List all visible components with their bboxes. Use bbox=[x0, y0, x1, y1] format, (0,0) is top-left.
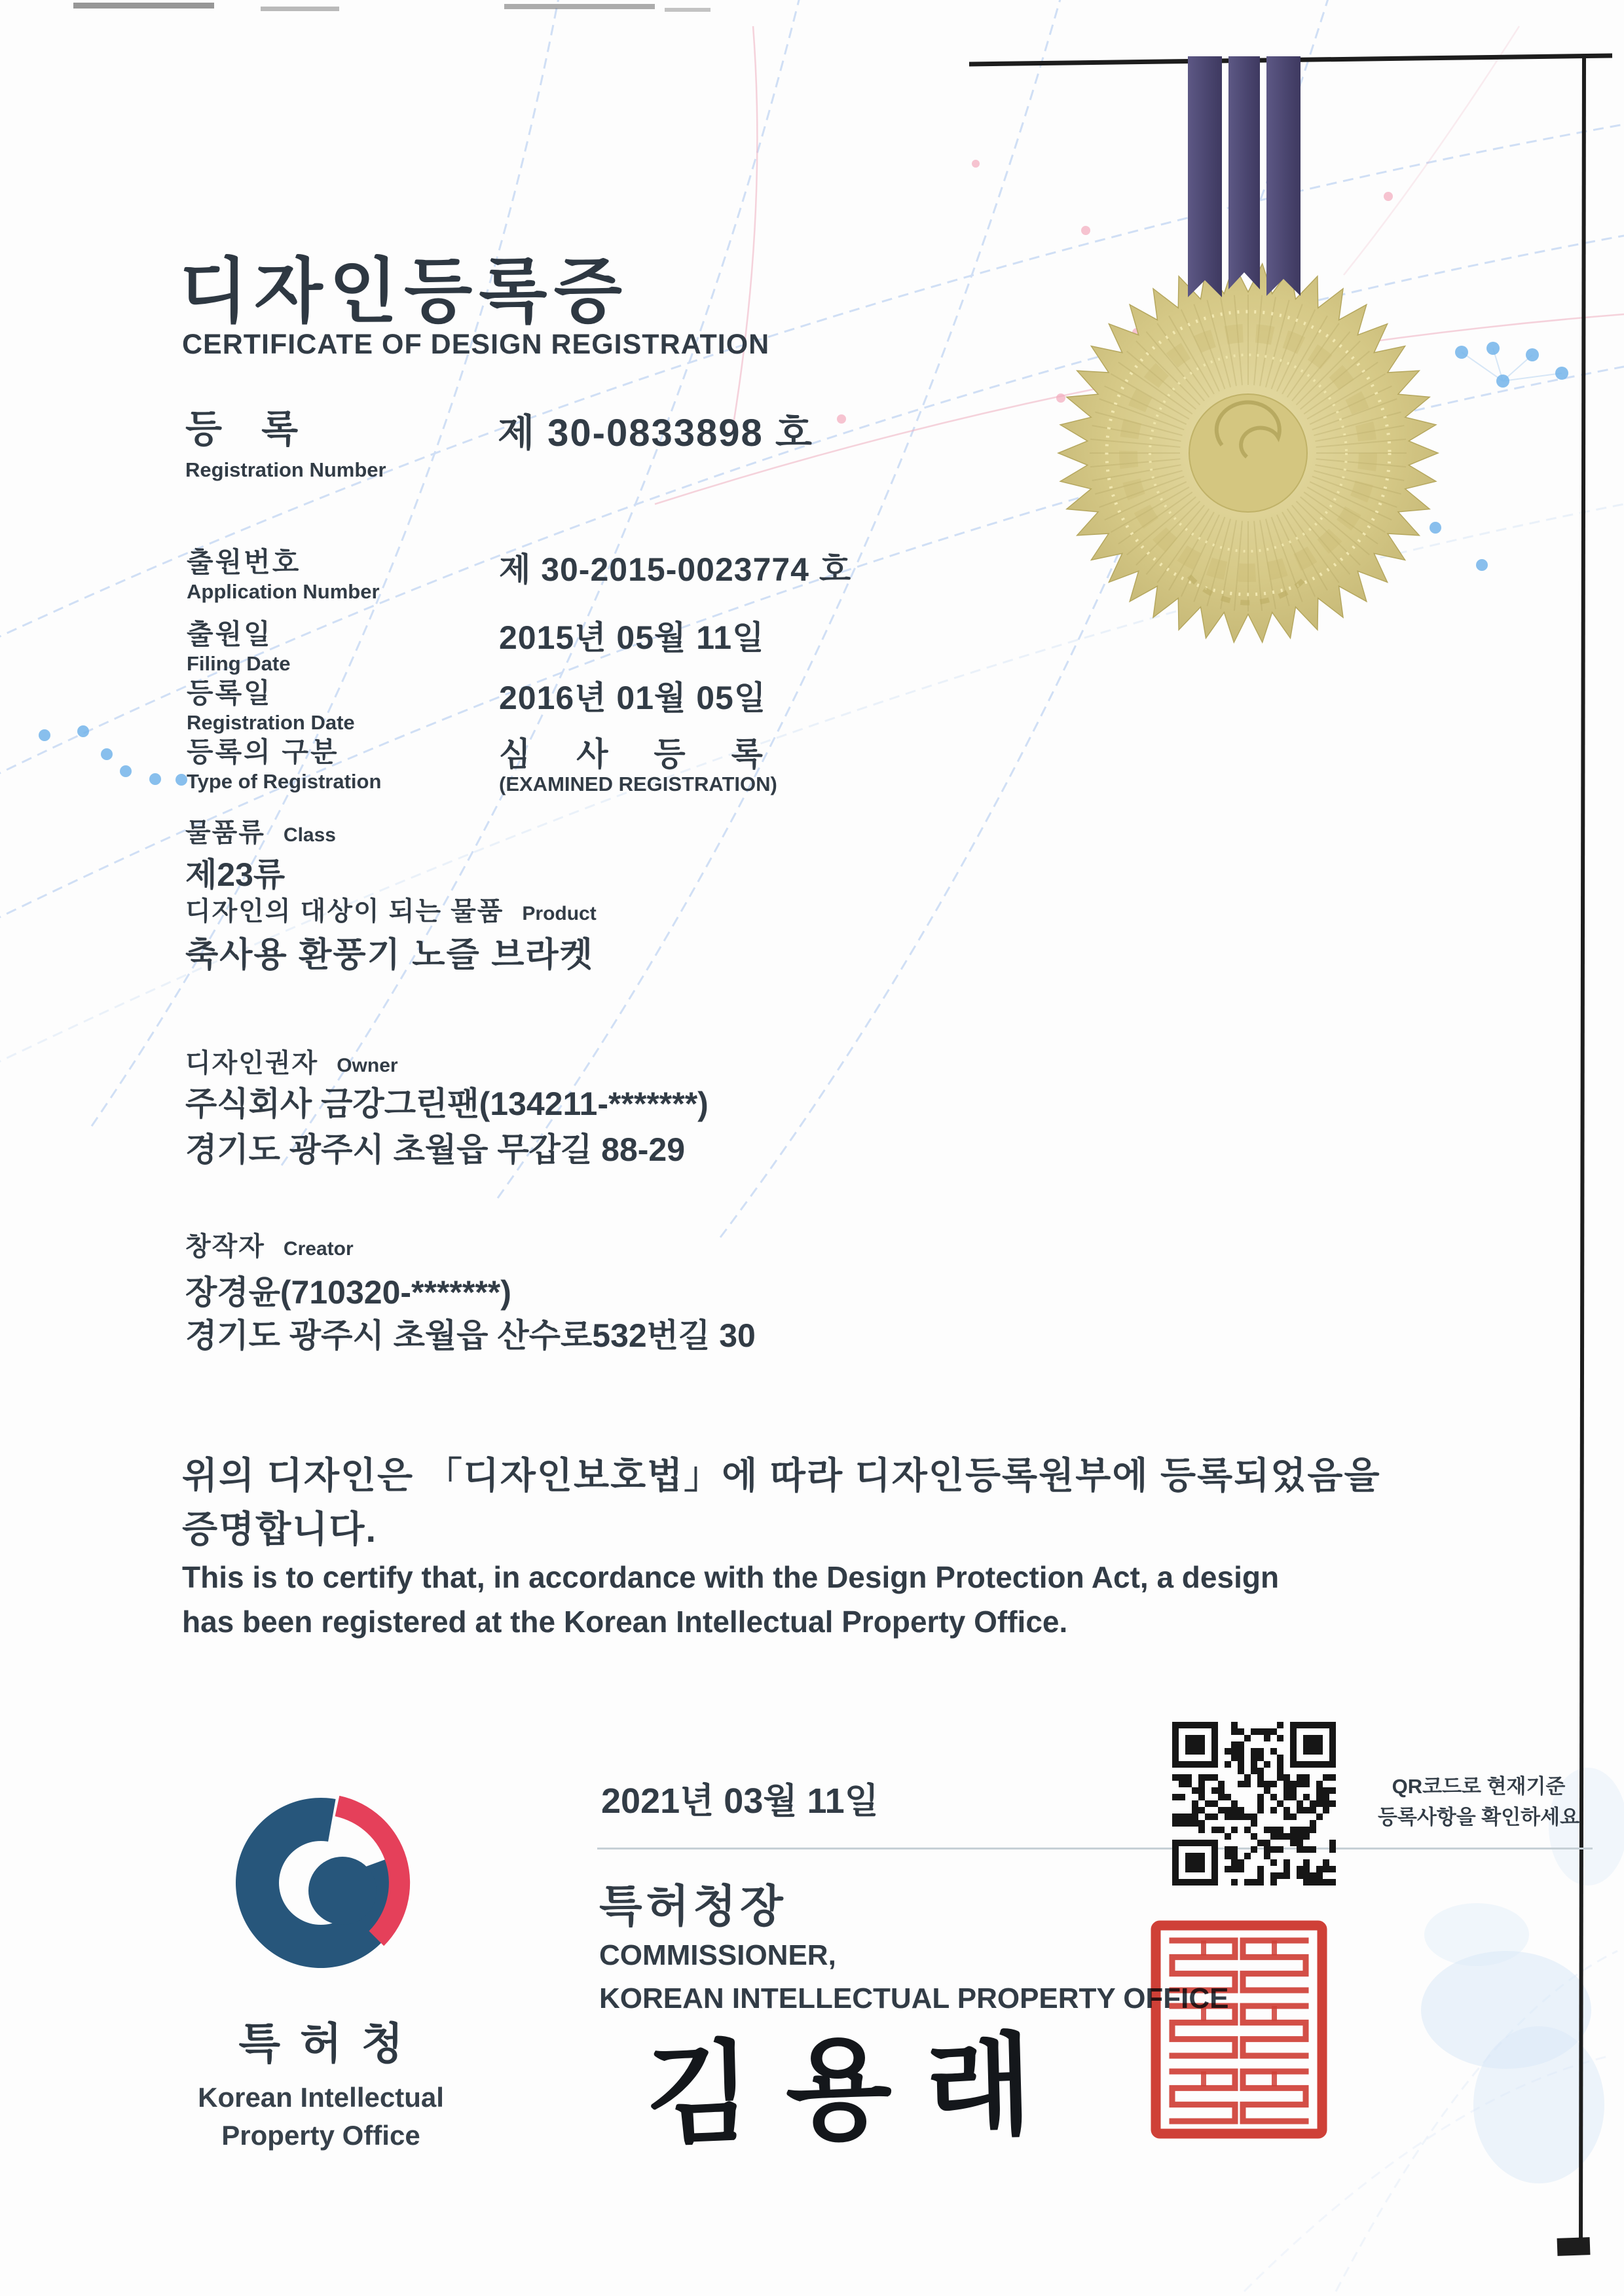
application-number-label-en: Application Number bbox=[187, 580, 380, 603]
issue-date: 2021년 03월 11일 bbox=[601, 1781, 879, 1821]
product-label-ko: 디자인의 대상이 되는 물품 bbox=[185, 897, 504, 926]
creator-address: 경기도 광주시 초월읍 산수로532번길 30 bbox=[185, 1317, 756, 1354]
kipo-logo bbox=[193, 1785, 449, 1988]
filing-date-label-en: Filing Date bbox=[187, 652, 291, 675]
medal-ribbon-middle bbox=[1228, 56, 1260, 289]
registration-type-value-en: (EXAMINED REGISTRATION) bbox=[499, 773, 777, 795]
commissioner-seal-stamp bbox=[1150, 1920, 1328, 2140]
statement-ko-line2: 증명합니다. bbox=[182, 1508, 378, 1550]
class-label-row bbox=[185, 812, 336, 849]
registration-type-label-en: Type of Registration bbox=[187, 770, 382, 793]
registration-type-label-ko: 등록의 구분 bbox=[187, 737, 339, 767]
creator-label-en: Creator bbox=[283, 1238, 354, 1260]
registration-label-ko: 등 록 bbox=[185, 408, 313, 450]
owner-name: 주식회사 금강그린팬(134211-*******) bbox=[185, 1085, 709, 1122]
class-label-en: Class bbox=[283, 824, 336, 846]
filing-date-label-ko: 출원일 bbox=[187, 619, 272, 649]
certificate-title-ko: 디자인등록증 bbox=[179, 251, 629, 331]
creator-name: 장경윤(710320-*******) bbox=[185, 1274, 511, 1311]
certificate-title-en: CERTIFICATE OF DESIGN REGISTRATION bbox=[182, 329, 770, 360]
registration-type-value: 심 사 등 록 bbox=[499, 736, 781, 773]
owner-address: 경기도 광주시 초월읍 무갑길 88-29 bbox=[185, 1131, 686, 1168]
qr-caption bbox=[1346, 1772, 1611, 1832]
creator-label-ko: 창작자 bbox=[185, 1232, 265, 1261]
statement-en-line2: has been registered at the Korean Intellectual Property Office. bbox=[182, 1605, 1068, 1639]
product-value: 축사용 환풍기 노즐 브라켓 bbox=[185, 936, 594, 974]
medal-ribbon-right bbox=[1266, 56, 1301, 296]
signature-divider-line bbox=[597, 1848, 1593, 1850]
statement-en-line1: This is to certify that, in accordance with the Design Protection Act, a design bbox=[182, 1560, 1280, 1594]
application-number-value: 제 30-2015-0023774 호 bbox=[499, 551, 852, 588]
kipo-name-en-line2: Property Office bbox=[221, 2120, 420, 2151]
creator-label-row bbox=[185, 1226, 354, 1263]
kipo-name-en-line1: Korean Intellectual bbox=[198, 2082, 444, 2113]
kipo-name-ko: 특허청 bbox=[238, 2019, 423, 2068]
medal-ribbon-left bbox=[1188, 56, 1222, 297]
commissioner-title-en-line1: COMMISSIONER, bbox=[599, 1939, 836, 1971]
qr-code bbox=[1172, 1722, 1336, 1886]
commissioner-title-ko: 특허청장 bbox=[599, 1882, 787, 1931]
application-number-label-ko: 출원번호 bbox=[187, 547, 301, 577]
commissioner-signature: 김용래 bbox=[643, 2018, 1068, 2160]
class-label-ko: 물품류 bbox=[185, 818, 265, 847]
class-value: 제23류 bbox=[185, 856, 286, 893]
qr-caption-line1: QR코드로 현재기준 bbox=[1392, 1775, 1566, 1798]
registration-date-label-ko: 등록일 bbox=[187, 678, 272, 708]
registration-number-value: 제 30-0833898 호 bbox=[498, 412, 813, 454]
statement-ko-line1: 위의 디자인은 「디자인보호법」에 따라 디자인등록원부에 등록되었음을 bbox=[182, 1455, 1381, 1496]
registration-date-label-en: Registration Date bbox=[187, 711, 355, 734]
registration-label-en: Registration Number bbox=[185, 458, 386, 481]
product-label-row bbox=[185, 890, 597, 928]
product-label-en: Product bbox=[522, 903, 597, 924]
qr-caption-line2: 등록사항을 확인하세요 bbox=[1377, 1805, 1580, 1829]
owner-label-ko: 디자인권자 bbox=[185, 1049, 319, 1078]
filing-date-value: 2015년 05월 11일 bbox=[499, 619, 765, 656]
owner-label-row bbox=[185, 1042, 398, 1080]
owner-label-en: Owner bbox=[337, 1055, 398, 1076]
gold-seal-medal bbox=[1044, 249, 1452, 668]
commissioner-title-en-line2: KOREAN INTELLECTUAL PROPERTY OFFICE bbox=[599, 1982, 1229, 2014]
registration-date-value: 2016년 01월 05일 bbox=[499, 680, 767, 716]
